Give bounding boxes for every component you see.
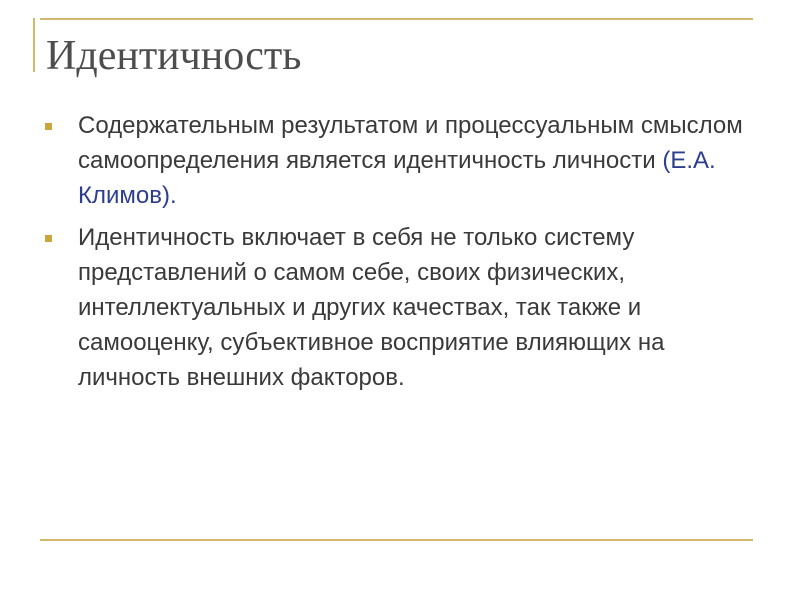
top-divider [40, 18, 753, 20]
square-bullet-icon [45, 123, 52, 130]
slide-title: Идентичность [46, 33, 302, 79]
bullet-list [40, 108, 760, 402]
citation-text: (Е.А. Климов). [78, 147, 716, 209]
square-bullet-icon [45, 235, 52, 242]
corner-divider [33, 18, 35, 72]
bottom-divider [40, 539, 753, 541]
bullet-text: Идентичность включает в себя не только систему представлений о самом себе, своих физических, интеллектуальных и других качествах, так также и самооценку, субъективное восприятие влияющих на личность внешних факторов. [78, 224, 665, 391]
bullet-item-1 [40, 108, 760, 213]
bullet-text: Содержательным результатом и процессуальным смыслом самоопределения является идентичность личности [78, 112, 743, 174]
bullet-item-2 [40, 220, 760, 395]
